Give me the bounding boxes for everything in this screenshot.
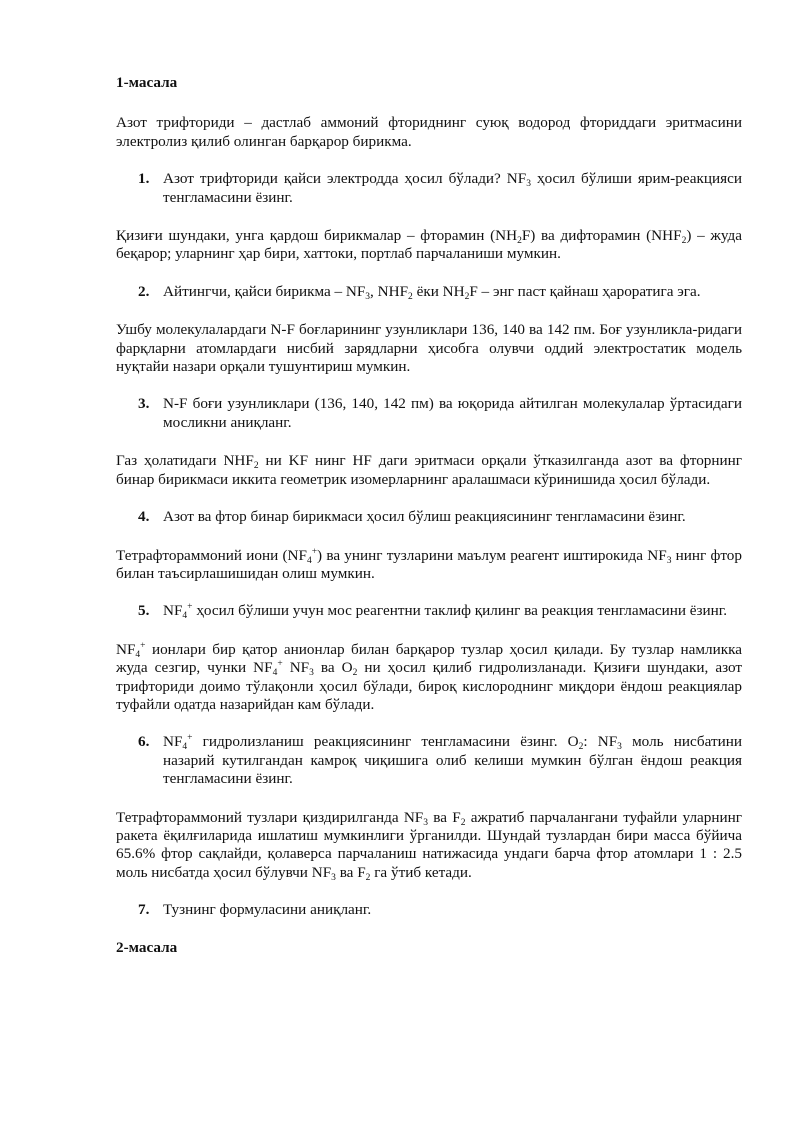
paragraph-3: Ушбу молекулалардаги N-F боғларининг узунликлари 136, 140 ва 142 пм. Боғ узунликла-ридаги фарқларни атомлардаги нисбий зарядларни ҳисобга олувчи оддий электростатик модель нуқтайи назари орқали тушунтириш мумкин. (116, 321, 742, 376)
paragraph-4: Газ ҳолатидаги $NHF_2$ ни KF нинг HF даги эритмаси орқали ўтказилганда азот ва фторнинг бинар бирикмаси иккита геометрик изомерларнинг аралашмаси кўринишида ҳосил бўлади. (116, 452, 742, 488)
question-number: 7. (138, 901, 150, 919)
question-text: $NF_4^+$ ҳосил бўлиши учун мос реагентни таклиф қилинг ва реакция тенгламасини ёзинг. (163, 602, 728, 622)
question-number: 1. (138, 170, 150, 188)
question-text: Азот трифториди қайси электродда ҳосил бўлади? $NF_3$ ҳосил бўлиши ярим-реакцияси тенгламасини ёзинг. (163, 170, 742, 206)
question-2 (116, 283, 742, 301)
question-number: 5. (138, 602, 150, 620)
question-text: Тузнинг формуласини аниқланг. (163, 901, 372, 919)
question-4 (116, 508, 742, 526)
question-number: 3. (138, 395, 150, 413)
question-7 (116, 901, 742, 919)
paragraph-2: Қизиғи шундаки, унга қардош бирикмалар – фторамин $(NH_2F)$ ва дифторамин $(NHF_2)$ – жуда беқарор; уларнинг ҳар бири, хаттоки, портлаб парчаланиши мумкин. (116, 227, 742, 263)
question-1 (116, 170, 742, 207)
question-3 (116, 395, 742, 432)
question-text: N-F боғи узунликлари (136, 140, 142 пм) ва юқорида айтилган молекулалар ўртасидаги мосликни аниқланг. (163, 395, 742, 431)
question-number: 2. (138, 282, 150, 300)
question-text: Азот ва фтор бинар бирикмаси ҳосил бўлиш реакциясининг тенгламасини ёзинг. (163, 508, 686, 526)
problem-1-title: 1-масала (116, 74, 178, 91)
question-number: 4. (138, 508, 150, 526)
question-5 (116, 602, 742, 620)
document-page (116, 74, 742, 957)
paragraph-5: Тетрафтораммоний иони $(NF_4^+)$ ва унинг тузларини маълум реагент иштирокида $NF_3$ нинг фтор билан таъсирлашишидан олиш мумкин. (116, 546, 742, 582)
question-text: $NF_4^+$ гидролизланиш реакциясининг тенгламасини ёзинг. $O_2$: $NF_3$ моль нисбатини назарий кутилгандан камроқ чиқишига олиб келиши мумкин бўлган ёндош реакция тенгламасини ёзинг. (163, 733, 743, 788)
question-number: 6. (138, 733, 150, 751)
problem-2-title: 2-масала (116, 938, 178, 956)
intro-paragraph: Азот трифториди – дастлаб аммоний фториднинг суюқ водород фториддаги эритмасини электролиз қилиб олинган барқарор бирикма. (116, 114, 742, 150)
paragraph-7: Тетрафтораммоний тузлари қиздирилганда $NF_3$ ва $F_2$ ажратиб парчалангани туфайли уларнинг ракета ёқилғиларида ишлатиш мумкинлиги ўрганилди. Шундай тузлардан бири масса бўйича 65.6% фтор сақлайди, қолаверса парчаланиш натижасида ундаги барча фтор атомлари 1 : 2.5 моль нисбатда ҳосил бўлувчи $NF_3$ ва $F_2$ га ўтиб кетади. (116, 808, 742, 883)
question-6 (116, 733, 742, 788)
question-text: Айтингчи, қайси бирикма – $NF_3$, $NHF_2$ ёки $NH_2F$ – энг паст қайнаш ҳароратига эга. (163, 282, 701, 302)
paragraph-6: $NF_4^+$ ионлари бир қатор анионлар билан барқарор тузлар ҳосил қилади. Бу тузлар намликка жуда сезгир, чунки $NF_4^+$ $NF_3$ ва $O_2$ ни ҳосил қилиб гидролизланади. Қизиғи шундаки, азот трифториди доимо тўлақонли ҳосил бўлади, бироқ кислороднинг миқдори ёндош реакциялар туфайли одатда назарийдан кам бўлади. (116, 640, 743, 713)
